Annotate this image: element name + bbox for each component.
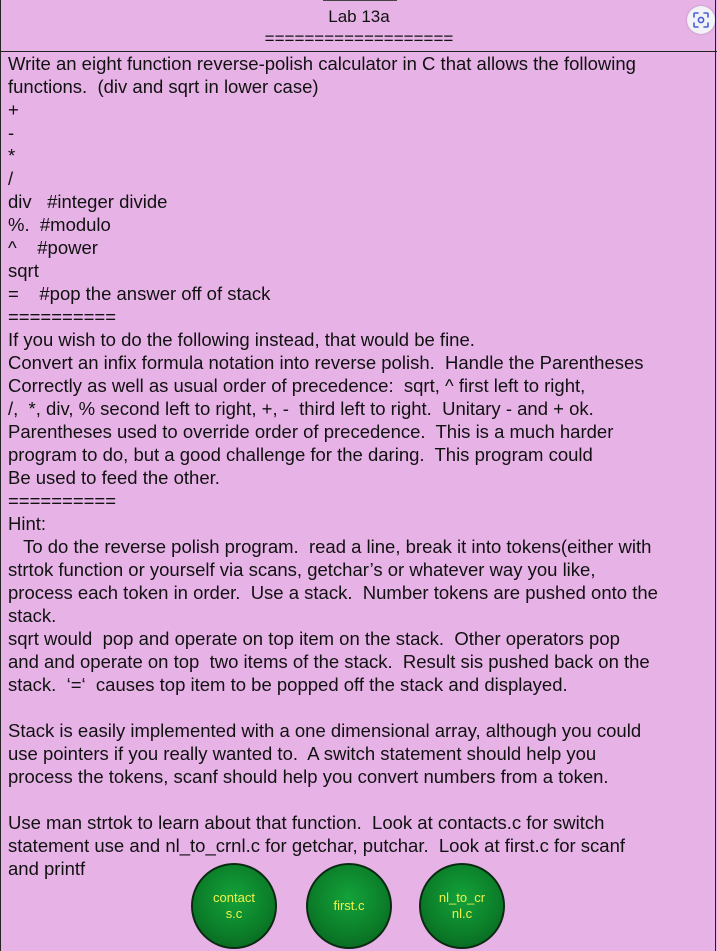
text-line: / — [8, 168, 14, 189]
text-line: program to do, but a good challenge for the daring. This program could — [8, 444, 593, 465]
text-line: * — [8, 145, 16, 166]
page-title: Lab 13a — [328, 7, 390, 26]
text-line: = #pop the answer off of stack — [8, 283, 271, 304]
text-line: /, *, div, % second left to right, +, - third left to right. Unitary - and + ok. — [8, 398, 594, 419]
text-line: Stack is easily implemented with a one dimensional array, although you could — [8, 720, 642, 741]
text-line: ^ #power — [8, 237, 98, 258]
text-line: Correctly as well as usual order of precedence: sqrt, ^ first left to right, — [8, 375, 586, 396]
first-c-button[interactable] — [306, 863, 392, 949]
text-line: process each token in order. Use a stack. Number tokens are pushed onto the — [8, 582, 658, 603]
first-c-button-label: first.c — [333, 898, 365, 913]
text-line: ========== — [8, 490, 117, 511]
text-line: If you wish to do the following instead, that would be fine. — [8, 329, 475, 350]
scan-icon — [692, 11, 710, 29]
text-line: ========== — [8, 306, 117, 327]
text-line: stack. — [8, 605, 57, 626]
text-line: div #integer divide — [8, 191, 168, 212]
text-line: and and operate on top two items of the stack. Result sis pushed back on the — [8, 651, 650, 672]
text-line: - — [8, 122, 15, 143]
contacts-c-button-label: contact s.c — [213, 890, 255, 921]
text-line: process the tokens, scanf should help you convert numbers from a token. — [8, 766, 609, 787]
text-line: + — [8, 99, 19, 120]
text-line: Write an eight function reverse-polish calculator in C that allows the following — [8, 53, 636, 74]
contacts-c-button[interactable] — [191, 863, 277, 949]
text-line: stack. ‘=‘ causes top item to be popped off the stack and displayed. — [8, 674, 568, 695]
blank-line — [8, 696, 717, 719]
text-line: sqrt — [8, 260, 39, 281]
screenshot-scan-icon[interactable] — [687, 6, 715, 34]
nl-to-crnl-c-button[interactable] — [419, 863, 505, 949]
text-line: Convert an infix formula notation into reverse polish. Handle the Parentheses — [8, 352, 644, 373]
text-line: use pointers if you really wanted to. A switch statement should help you — [8, 743, 597, 764]
text-line: %. #modulo — [8, 214, 111, 235]
text-line: sqrt would pop and operate on top item on the stack. Other operators pop — [8, 628, 620, 649]
top-divider — [323, 0, 397, 1]
text-line: and printf — [8, 858, 86, 879]
text-line: Use man strtok to learn about that function. Look at contacts.c for switch — [8, 812, 605, 833]
text-line: Hint: — [8, 513, 47, 534]
text-line: functions. (div and sqrt in lower case) — [8, 76, 319, 97]
text-line: statement use and nl_to_crnl.c for getchar, putchar. Look at first.c for scanf — [8, 835, 625, 856]
title-underline: =================== — [264, 29, 454, 48]
nl-to-crnl-c-button-label: nl_to_cr nl.c — [438, 890, 486, 921]
blank-line — [8, 788, 717, 811]
assignment-text — [8, 52, 717, 880]
text-line: strtok function or yourself via scans, getchar’s or whatever way you like, — [8, 559, 596, 580]
text-line: Be used to feed the other. — [8, 467, 220, 488]
text-line: Parentheses used to override order of precedence. This is a much harder — [8, 421, 614, 442]
text-line: To do the reverse polish program. read a line, break it into tokens(either with — [8, 536, 652, 557]
